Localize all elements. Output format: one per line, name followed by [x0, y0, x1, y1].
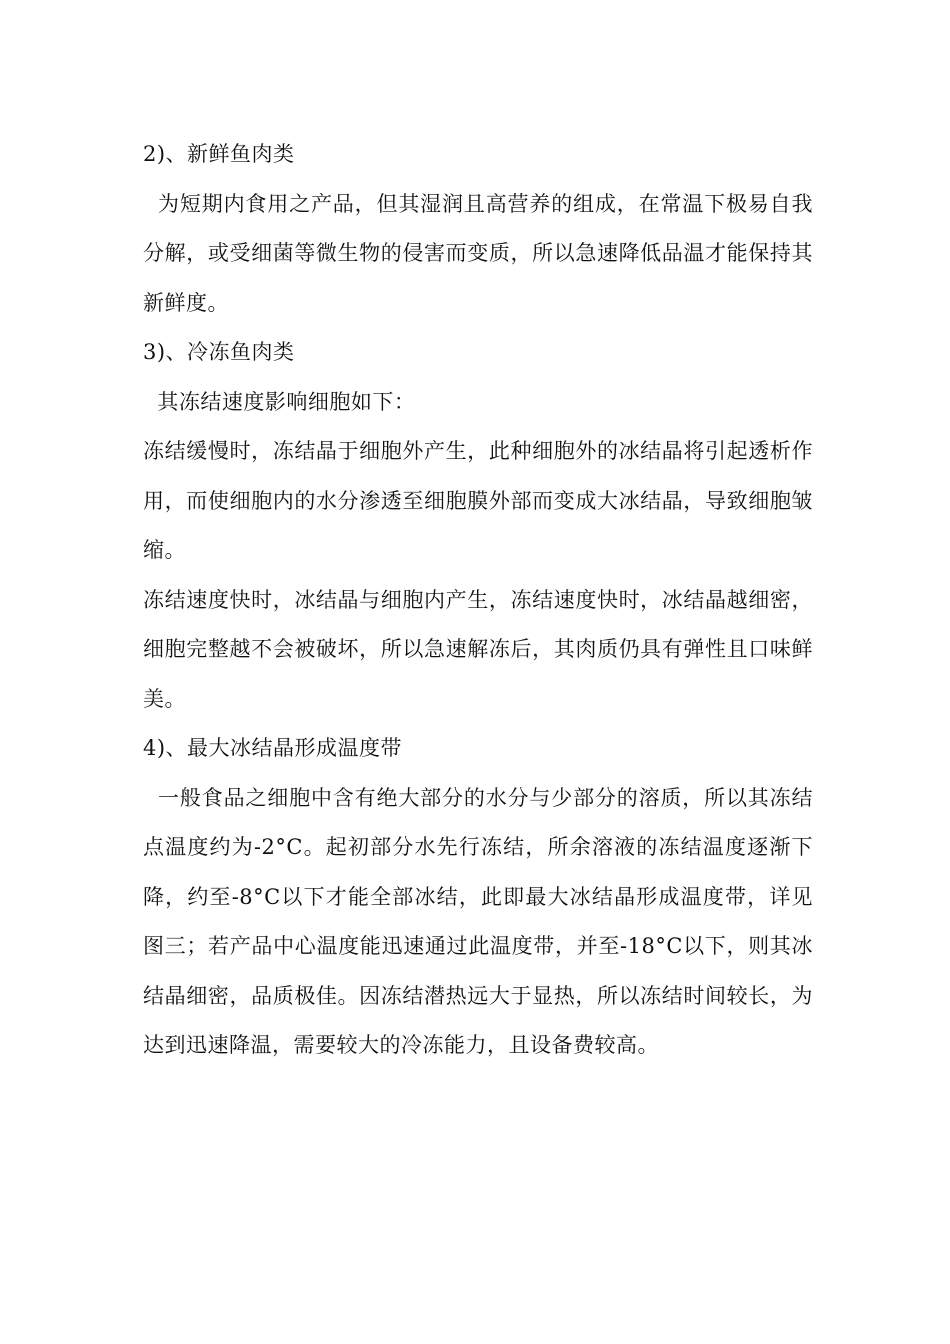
document-body [143, 130, 813, 1071]
paragraph-fast-freezing: 冻结速度快时，冰结晶与细胞内产生，冻结速度快时，冰结晶越细密，细胞完整越不会被破坏，所以急速解冻后，其肉质仍具有弹性且口味鲜美。 [143, 587, 813, 711]
paragraph-freezing-intro: 其冻结速度影响细胞如下： [143, 389, 416, 414]
paragraph-fresh-fish: 为短期内食用之产品，但其湿润且高营养的组成，在常温下极易自我分解，或受细菌等微生物的侵害而变质，所以急速降低品温才能保持其新鲜度。 [143, 191, 813, 315]
paragraph-slow-freezing: 冻结缓慢时，冻结晶于细胞外产生，此种细胞外的冰结晶将引起透析作用，而使细胞内的水分渗透至细胞膜外部而变成大冰结晶，导致细胞皱缩。 [143, 439, 813, 562]
section-heading-frozen-fish: 3)、冷冻鱼肉类 [143, 340, 295, 364]
section-heading-fresh-fish: 2)、新鲜鱼肉类 [143, 142, 295, 166]
paragraph-max-ice-crystal-zone: 一般食品之细胞中含有绝大部分的水分与少部分的溶质，所以其冻结点温度约为-2°C。起初部分水先行冻结，所余溶液的冻结温度逐渐下降，约至-8°C以下才能全部冰结，此即最大冰结晶形成温度带，详见图三；若产品中心温度能迅速通过此温度带，并至-18°C以下，则其冰结晶细密，品质极佳。因冻结潜热远大于显热，所以冻结时间较长，为达到迅速降温，需要较大的冷冻能力，且设备费较高。 [143, 785, 813, 1057]
section-heading-max-ice-crystal-zone: 4)、最大冰结晶形成温度带 [143, 736, 403, 760]
